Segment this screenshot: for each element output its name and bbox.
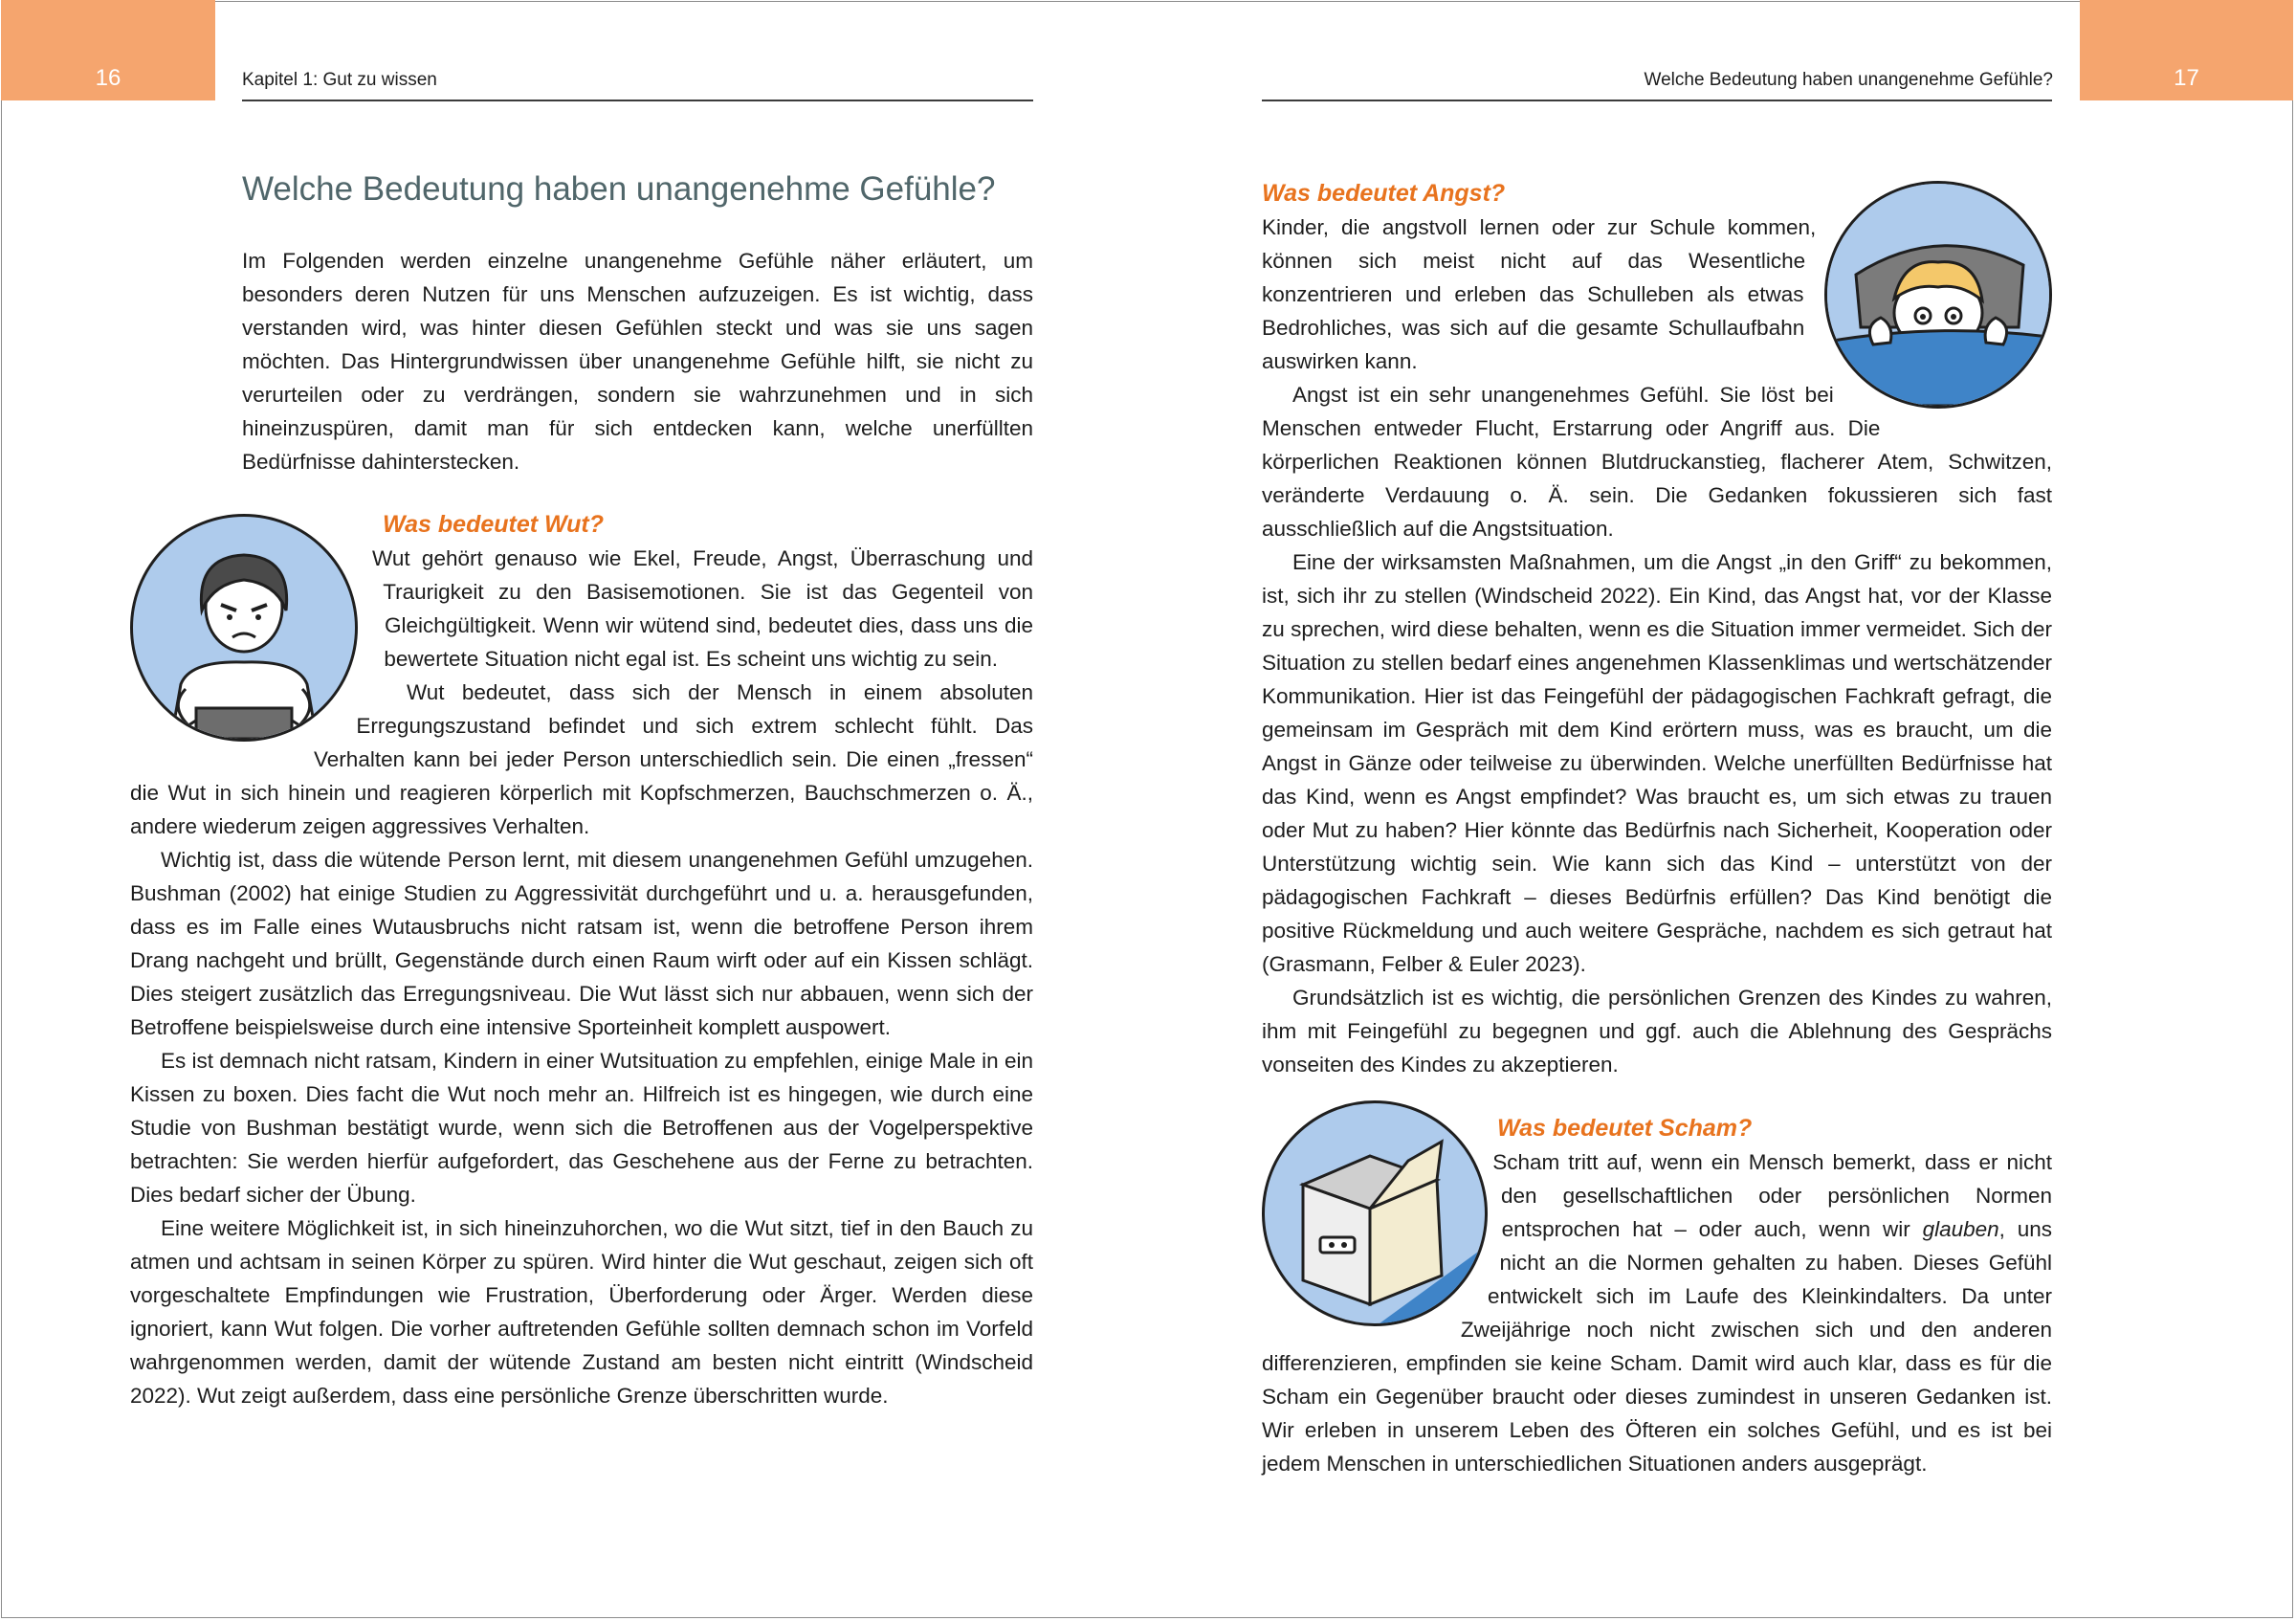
scham-text-emphasis: glauben — [1922, 1217, 1999, 1241]
frightened-child-illustration — [1824, 181, 2052, 409]
wut-paragraph-2: Wut bedeutet, dass sich der Mensch in einem absoluten Erregungszustand befindet und sich extrem schlecht fühlt. Das Verhalten kann bei jeder Person unterschiedlich sein. Die einen „fressen“ die Wut in sich hinein und reagieren körperlich mit Kopfschmerzen, Bauchschmerzen o. Ä., andere wiederum zeigen aggressives Verhalten. — [130, 680, 1033, 838]
page-number-right: 17 — [2174, 65, 2199, 91]
running-head-right: Welche Bedeutung haben unangenehme Gefühle? — [1644, 70, 2053, 90]
wut-heading: Was bedeutet Wut? — [383, 511, 605, 538]
running-head-left: Kapitel 1: Gut zu wissen — [242, 70, 437, 90]
angst-paragraph-2: Angst ist ein sehr unangenehmes Gefühl. Sie löst bei Menschen entweder Flucht, Erstarrung oder Angriff aus. Die körperlichen Reaktionen können Blutdruckanstieg, flacherer Atem, Schwitzen, veränderte Verdauung o. Ä. sein. Die Gedanken fokussieren sich fast ausschließlich auf die Angstsituation. — [1262, 383, 2052, 541]
wut-paragraph-1: Wut gehört genauso wie Ekel, Freude, Angst, Überraschung und Traurigkeit zu den Basisemotionen. Sie ist das Gegenteil von Gleichgültigkeit. Wenn wir wütend sind, bedeutet dies, dass uns die bewertete Situation nicht egal ist. Es scheint uns wichtig zu sein. — [372, 546, 1033, 671]
page-number-left: 16 — [95, 65, 121, 91]
scham-text-end: , uns nicht an die Normen gehalten zu haben. Dieses Gefühl entwickelt sich im Laufe des Kleinkindalters. Da unter Zweijährige noch nicht zwischen sich und den anderen differenzieren, empfinden sie keine Scham. Damit wird auch klar, dass es für die Scham ein Gegenüber braucht oder dieses zumindest in unseren Gedanken ist. Wir erleben in unserem Leben des Öfteren ein solches Gefühl, und es ist bei jedem Menschen in unterschiedlichen Situationen anders ausgeprägt. — [1262, 1217, 2052, 1476]
box-hiding-illustration — [1262, 1100, 1488, 1326]
angst-paragraph-4: Grundsätzlich ist es wichtig, die persönlichen Grenzen des Kindes zu wahren, ihm mit Feingefühl zu begegnen und ggf. auch die Ablehnung des Gesprächs vonseiten des Kindes zu akzeptieren. — [1262, 986, 2052, 1077]
scham-section — [1262, 1112, 2052, 1480]
page-number-tab-left — [1, 0, 215, 100]
angst-section — [1262, 177, 2052, 1081]
angry-child-illustration — [130, 514, 358, 742]
page-title: Welche Bedeutung haben unangenehme Gefühle? — [242, 170, 996, 208]
header-rule-right — [1262, 100, 2052, 101]
wut-paragraph-5: Eine weitere Möglichkeit ist, in sich hineinzuhorchen, wo die Wut sitzt, tief in den Bauch zu atmen und achtsam in seinen Körper zu spüren. Wird hinter die Wut geschaut, zeigen sich oft vorgeschaltete Empfindungen wie Frustration, Überforderung oder Ärger. Werden diese ignoriert, kann Wut folgen. Die vorher auftretenden Gefühle sollten demnach schon im Vorfeld wahrgenommen werden, damit der wütende Zustand am besten nicht eintritt (Windscheid 2022). Wut zeigt außerdem, dass eine persönliche Grenze überschritten wurde. — [130, 1216, 1033, 1408]
intro-paragraph: Im Folgenden werden einzelne unangenehme Gefühle näher erläutert, um besonders deren Nutzen für uns Menschen aufzuzeigen. Es ist wichtig, dass verstanden wird, was hinter diesen Gefühlen steckt und was sie uns sagen möchten. Das Hintergrundwissen über unangenehme Gefühle hilft, sie nicht zu verurteilen oder zu verdrängen, sondern sie wahrzunehmen und in sich hineinzuspüren, damit man für sich entdecken kann, welche unerfüllten Bedürfnisse dahinterstecken. — [242, 249, 1033, 474]
wut-paragraph-3: Wichtig ist, dass die wütende Person lernt, mit diesem unangenehmen Gefühl umzugehen. Bushman (2002) hat einige Studien zu Aggressivität durchgeführt und u. a. herausgefunden, dass es im Falle eines Wutausbruchs nicht ratsam ist, wenn die betroffene Person ihrem Drang nachgeht und brüllt, Gegenstände durch einen Raum wirft oder auf ein Kissen schlägt. Dies steigert zusätzlich das Erregungsniveau. Die Wut lässt sich nur abbauen, wenn sich der Betroffene beispielsweise durch eine intensive Sporteinheit komplett auspowert. — [130, 848, 1033, 1039]
angst-paragraph-1: Kinder, die angstvoll lernen oder zur Schule kommen, können sich meist nicht auf das Wesentliche konzentrieren und erleben das Schulleben als etwas Bedrohliches, was sich auf die gesamte Schullaufbahn auswirken kann. — [1262, 215, 1817, 373]
scham-heading: Was bedeutet Scham? — [1497, 1115, 1753, 1142]
wut-paragraph-4: Es ist demnach nicht ratsam, Kindern in einer Wutsituation zu empfehlen, einige Male in ein Kissen zu boxen. Dies facht die Wut noch mehr an. Hilfreich ist es hingegen, wie durch eine Studie von Bushman bestätigt wurde, wenn sich die Betroffenen aus der Vogelperspektive betrachten: Sie werden hierfür aufgefordert, das Geschehene aus der Ferne zu betrachten. Dies bedarf sicher der Übung. — [130, 1049, 1033, 1207]
scham-text-start: Scham tritt auf, wenn ein Mensch bemerkt, dass er nicht den gesellschaftlichen oder persönlichen Normen entsprochen hat – oder auch, wenn wir — [1492, 1150, 2052, 1241]
header-rule-left — [242, 100, 1033, 101]
angst-paragraph-3: Eine der wirksamsten Maßnahmen, um die Angst „in den Griff“ zu bekommen, ist, sich ihr zu stellen (Windscheid 2022). Ein Kind, das Angst hat, vor der Klasse zu sprechen, wird diese behalten, wenn es die Situation immer vermeidet. Sich der Situation zu stellen bedarf eines angenehmen Klassenklimas und wertschätzender Kommunikation. Hier ist das Feingefühl der pädagogischen Fachkraft gefragt, die gemeinsam im Gespräch mit dem Kind erörtern muss, was es braucht, um die Angst in Gänze oder teilweise zu überwinden. Welche unerfüllten Bedürfnisse hat das Kind, wenn es Angst empfindet? Was braucht es, um sich etwas zu trauen oder Mut zu haben? Hier könnte das Bedürfnis nach Sicherheit, Kooperation oder Unterstützung wichtig sein. Wie kann sich das Kind – unterstützt von der pädagogischen Fachkraft – dieses Bedürfnis erfüllen? Das Kind benötigt die positive Rückmeldung und auch weitere Gespräche, nachdem es sich getraut hat (Grasmann, Felber & Euler 2023). — [1262, 550, 2052, 976]
page-number-tab-right — [2080, 0, 2293, 100]
angst-heading: Was bedeutet Angst? — [1262, 180, 1506, 207]
wut-section — [130, 508, 1033, 1412]
intro-section — [242, 244, 1033, 478]
